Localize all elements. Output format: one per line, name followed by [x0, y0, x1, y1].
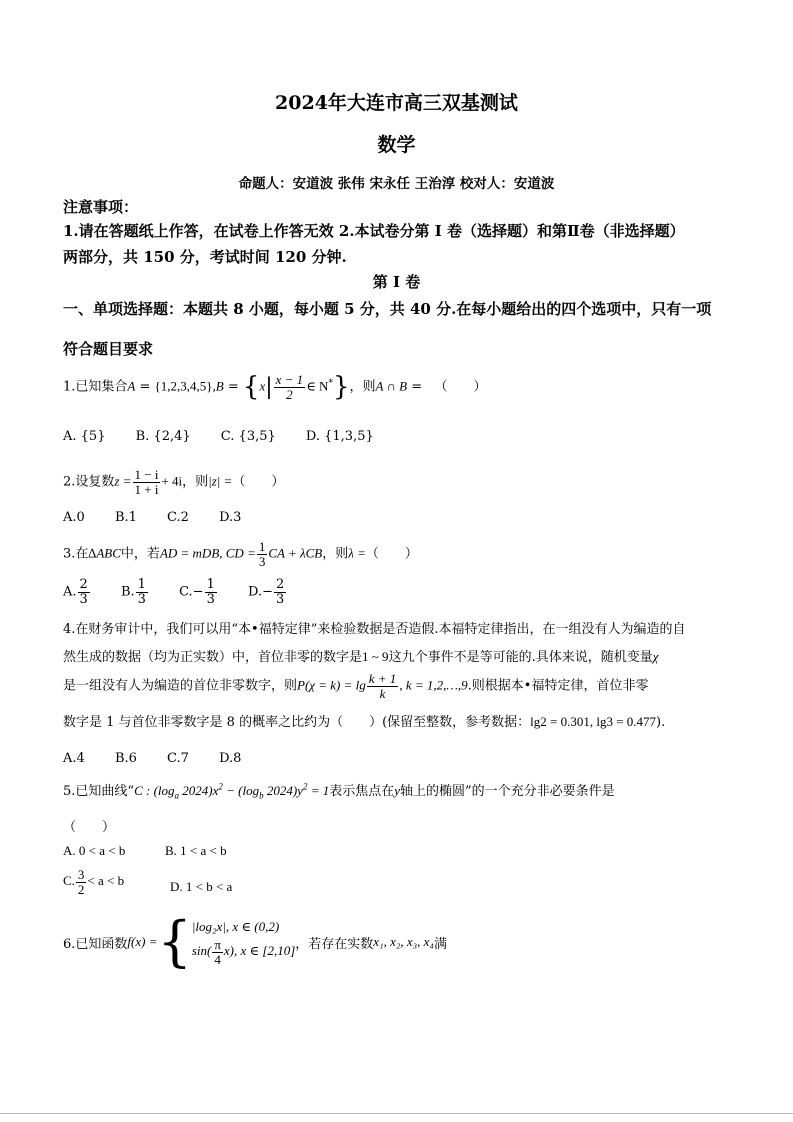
q5-suffix-b: 轴上的椭圆”的一个充分非必要条件是: [400, 784, 615, 799]
q3-option-b-den: 3: [137, 591, 146, 607]
q1-option-c: C. {3,5}: [220, 429, 276, 444]
q5-option-d: D. 1 < b < a: [170, 879, 233, 894]
q2-denominator: 1 + i: [134, 481, 159, 497]
q2-numerator: 1 − i: [134, 467, 159, 482]
q3-expr-1: AD = mDB, CD =: [159, 545, 256, 561]
q5-curve: [134, 781, 330, 801]
q1-options: [63, 429, 400, 444]
q4-line-4a: 数字是 1 与首位非零数字是 8 的概率之比约为（ ）(保留至整数，参考数据：: [63, 715, 531, 730]
q6-denominator: 4: [214, 951, 221, 967]
q4-numerator: k + 1: [368, 671, 397, 686]
q3-option-a: [63, 578, 91, 606]
q3-option-d-num: 2: [275, 577, 285, 592]
q3-option-b: [121, 578, 149, 606]
q6-case-2: [192, 938, 295, 966]
section-heading-line-2: 符合题目要求: [63, 340, 154, 358]
q1-membership: ∈ N: [306, 378, 329, 394]
q4-chi: χ: [652, 649, 659, 664]
q4-line-2a: 然生成的数据（均为正实数）中，首位非零的数字是: [63, 650, 363, 665]
q6-cases: [192, 917, 295, 966]
q3-triangle: ∆ABC: [88, 545, 121, 561]
question-6: 6.已知函数f(x) ={ |log₂x|, x ∈ (0,2) sin( $\frac{\pi}{4}$ x), x ∈ [2,10] ，若存在实数x₁, x₂, x₃, x₄满: [63, 910, 447, 973]
q1-blank: （ ）: [434, 379, 487, 395]
q3-option-d-den: 3: [275, 591, 285, 607]
q3-fraction: [257, 540, 268, 568]
q6-case-2a: sin(: [191, 943, 212, 959]
q3-option-c-den: 3: [206, 591, 215, 607]
q1-set-b-label: ,B: [212, 378, 224, 394]
q5-suffix-a: 表示焦点在: [329, 784, 395, 799]
q3-blank: （ ）: [365, 546, 418, 562]
q3-prefix: 3.在: [63, 546, 89, 562]
q2-blank: （ ）: [232, 474, 285, 490]
q4-option-a: A.4: [63, 751, 85, 766]
q3-expr-2: CA + λCB: [268, 545, 323, 561]
q4-prob: P(χ = k) = lg: [297, 677, 366, 693]
q2-options: [63, 510, 267, 525]
q2-option-c: C.2: [167, 510, 189, 525]
question-5: [63, 780, 615, 801]
notice-line-2: 两部分，共 150 分，考试时间 120 分钟.: [63, 248, 347, 266]
q1-suffix: ，则: [349, 379, 376, 395]
q3-option-b-num: 1: [137, 577, 146, 592]
q3-suffix: ，则: [322, 546, 349, 562]
q5-sub-a: a: [174, 790, 180, 801]
q2-option-a: A.0: [63, 510, 85, 525]
subject-title: 数学: [377, 134, 416, 156]
q5-curve-part-2: 2024)x: [179, 783, 219, 798]
q3-option-a-num: 2: [79, 577, 88, 592]
q1-option-d: D. {1,3,5}: [305, 429, 374, 444]
q4-fraction: [367, 672, 399, 700]
authors-line: 命题人：安道波 张伟 宋永任 王治淳 校对人：安道波: [238, 176, 555, 192]
q3-options: [63, 578, 313, 606]
question-2: [63, 468, 284, 496]
q5-option-c-num: 3: [77, 867, 85, 882]
q3-option-b-fraction: [136, 578, 148, 606]
q2-option-b: B.1: [114, 510, 137, 525]
question-1: 1.已知集合A = {1,2,3,4,5},B = {x| $\frac{x - 1}{2}$ ∈ N*}，则A ∩ B = （ ）: [63, 372, 487, 403]
q4-options: [63, 751, 267, 766]
q4-line-2: [63, 646, 658, 665]
q2-fraction: [133, 468, 161, 496]
q3-option-c-fraction: [205, 578, 217, 606]
q1-set-a: {1,2,3,4,5}: [154, 378, 213, 394]
q3-option-c: [179, 578, 218, 606]
q1-intersection: A ∩ B: [375, 378, 408, 394]
q3-option-d: [248, 578, 287, 606]
q3-option-c-sign: C.−: [179, 584, 204, 600]
q2-z: z =: [114, 473, 132, 489]
q5-option-c: [63, 868, 124, 896]
q3-mid: 中，若: [120, 546, 160, 562]
q5-option-c-rest: < a < b: [87, 873, 125, 889]
q4-line-3b: .则根据本•福特定律，首位非零: [467, 678, 649, 694]
q4-line-3: [63, 672, 648, 700]
section-heading-line-1: 一、单项选择题：本题共 8 小题，每小题 5 分，共 40 分.在每小题给出的四个选项中，只有一项: [63, 300, 712, 318]
q6-tail: 满: [433, 936, 447, 952]
q6-suffix: ，若存在实数: [295, 936, 374, 952]
q1-denominator: 2: [286, 386, 293, 402]
q4-line-4: [63, 711, 665, 730]
q4-line-4b: ).: [656, 715, 666, 730]
q1-option-b: B. {2,4}: [135, 429, 191, 444]
q1-set-a-label: A: [127, 378, 136, 394]
q4-option-c: C.7: [167, 751, 189, 766]
q6-fraction: [212, 938, 223, 966]
q3-numerator: 1: [258, 539, 266, 554]
q5-square-1: 2: [218, 781, 223, 792]
q3-denominator: 3: [258, 553, 266, 569]
q1-option-a: A. {5}: [63, 429, 106, 444]
q6-case-2b: x), x ∈ [2,10]: [223, 943, 296, 959]
q5-curve-part-1: C : (log: [134, 783, 175, 798]
q2-rest: + 4i: [161, 473, 183, 489]
q5-curve-part-4: 2024)y: [263, 783, 303, 798]
q6-vars: x₁, x₂, x₃, x₄: [373, 934, 434, 949]
q1-prefix: 1.已知集合: [63, 379, 128, 395]
q5-y: y: [394, 783, 401, 798]
q3-lambda: λ =: [348, 545, 366, 561]
q2-option-d: D.3: [219, 510, 242, 525]
q5-blank: （ ）: [63, 820, 116, 835]
q5-square-2: 2: [302, 781, 308, 792]
q6-prefix: 6.已知函数: [63, 936, 128, 952]
q4-option-b: B.6: [114, 751, 137, 766]
q4-denominator: k: [379, 685, 386, 701]
q4-line-1: 4.在财务审计中，我们可以用“本•福特定律”来检验数据是否造假.本福特定律指出，在一组没有人为编造的自: [63, 622, 686, 637]
q3-option-a-sign: A.: [63, 584, 77, 600]
q4-line-3a: 是一组没有人为编造的首位非零数字，则: [63, 678, 298, 694]
question-3: [63, 540, 418, 568]
q5-curve-part-3: − (log: [222, 783, 260, 798]
page-bottom-rule: [0, 1113, 793, 1114]
q6-fx: f(x) =: [127, 934, 158, 949]
q3-option-c-num: 1: [206, 577, 215, 592]
q5-option-c-den: 2: [77, 881, 85, 897]
q5-prefix: 5.已知曲线“: [63, 784, 135, 799]
q4-range: 1 ~ 9: [362, 649, 389, 664]
q5-option-a: A. 0 < a < b: [63, 843, 126, 858]
q5-curve-part-5: = 1: [307, 783, 330, 798]
q2-suffix: ，则: [182, 474, 209, 490]
notice-line-1: 1.请在答题纸上作答，在试卷上作答无效 2.本试卷分第 I 卷（选择题）和第Ⅱ卷（非选择题）: [63, 222, 685, 240]
q5-sub-b: b: [259, 790, 264, 801]
q5-option-b: B. 1 < a < b: [165, 843, 227, 858]
q6-case-1: |log₂x|, x ∈ (0,2): [191, 919, 280, 935]
exam-title: 2024年大连市高三双基测试: [275, 92, 518, 114]
q5-option-c-sign: C.: [63, 873, 75, 889]
q4-k-range: , k = 1,2,…,9: [399, 677, 468, 693]
q3-option-b-sign: B.: [120, 584, 135, 600]
q3-option-d-fraction: [274, 578, 286, 606]
q1-star: *: [328, 378, 333, 389]
q3-option-a-fraction: [78, 578, 90, 606]
q1-fraction: [274, 373, 306, 401]
q4-ref: lg2 = 0.301, lg3 = 0.477: [530, 714, 657, 729]
q1-set-b-var: x: [259, 378, 266, 394]
q3-option-a-den: 3: [79, 591, 88, 607]
q2-prefix: 2.设复数: [63, 474, 115, 490]
q6-numerator: π: [214, 937, 221, 953]
q1-numerator: x − 1: [275, 372, 304, 387]
q2-absz: |z| =: [208, 473, 233, 489]
q4-line-2b: 这九个事件不是等可能的.具体来说，随机变量: [388, 650, 653, 665]
part-one-title: 第 I 卷: [372, 273, 421, 291]
q5-option-c-fraction: [76, 868, 87, 896]
q4-option-d: D.8: [219, 751, 242, 766]
notice-heading: 注意事项：: [63, 198, 139, 216]
q3-option-d-sign: D.−: [248, 584, 273, 600]
